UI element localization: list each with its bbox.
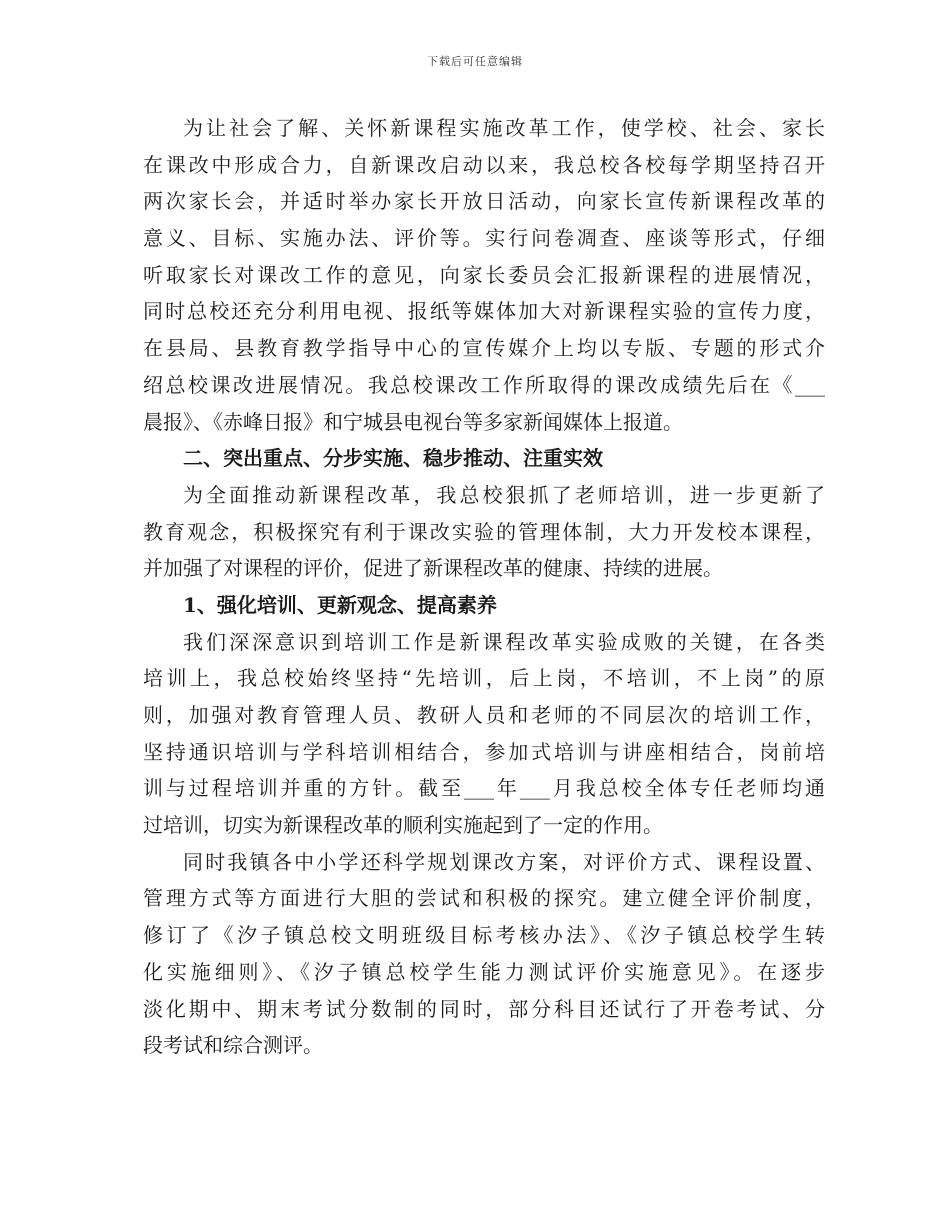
paragraph-line: 并加强了对课程的评价，促进了新课程改革的健康、持续的进展。 xyxy=(143,556,723,581)
paragraph-line: 绍总校课改进展情况。我总校课改工作所取得的课改成绩先后在《___ xyxy=(143,372,825,397)
paragraph-line: 意义、目标、实施办法、评价等。实行问卷凋查、座谈等形式，仔细 xyxy=(143,226,825,251)
paragraph-line: 则，加强对教育管理人员、教研人员和老师的不同层次的培训工作， xyxy=(143,703,825,727)
paragraph-line: 在县局、县教育教学指导中心的宣传媒介上均以专版、专题的形式介 xyxy=(143,336,825,361)
paragraph-line: 两次家长会，并适时举办家长开放日活动，向家长宣传新课程改革的 xyxy=(143,189,825,214)
paragraph-line: 同时总校还充分利用电视、报纸等媒体加大对新课程实验的宣传力度， xyxy=(143,299,825,324)
document-body xyxy=(143,110,825,1064)
paragraph-line: 为全面推动新课程改革，我总校狠抓了老师培训，进一步更新了 xyxy=(183,482,825,507)
subsection-heading: 1、强化培训、更新观念、提高素养 xyxy=(183,592,497,617)
paragraph-line: 为让社会了解、关怀新课程实施改革工作，使学校、社会、家长 xyxy=(183,116,825,140)
paragraph-line: 训与过程培训并重的方针。截至___年___月我总校全体专任老师均通 xyxy=(143,776,825,801)
paragraph-line: 听取家长对课改工作的意见，向家长委员会汇报新课程的进展情况， xyxy=(143,262,825,287)
paragraph-line: 管理方式等方面进行大胆的尝试和积极的探究。建立健全评价制度， xyxy=(143,886,825,911)
paragraph-line: 在课改中形成合力，自新课改启动以来，我总校各校每学期坚持召开 xyxy=(143,152,825,177)
paragraph-line: 段考试和综合测评。 xyxy=(143,1033,323,1058)
paragraph-line: 晨报》、《赤峰日报》和宁城县电视台等多家新闻媒体上报道。 xyxy=(143,409,683,434)
paragraph-line: 我们深深意识到培训工作是新课程改革实验成败的关键，在各类 xyxy=(183,629,825,654)
page-header: 下载后可任意编辑 xyxy=(427,55,523,68)
paragraph-line: 培训上，我总校始终坚持“先培训，后上岗，不培训，不上岗”的原 xyxy=(143,666,825,691)
section-heading: 二、突出重点、分步实施、稳步推动、注重实效 xyxy=(183,446,603,471)
paragraph-line: 教育观念，积极探究有利于课改实验的管理体制，大力开发校本课程， xyxy=(143,519,825,544)
paragraph-line: 坚持通识培训与学科培训相结合，参加式培训与讲座相结合，岗前培 xyxy=(143,739,825,764)
paragraph-line: 修订了《汐子镇总校文明班级目标考核办法》、《汐子镇总校学生转 xyxy=(143,923,825,948)
paragraph-line: 化实施细则》、《汐子镇总校学生能力测试评价实施意见》。在逐步 xyxy=(143,959,825,984)
paragraph-line: 过培训，切实为新课程改革的顺利实施起到了一定的作用。 xyxy=(143,813,663,838)
paragraph-line: 同时我镇各中小学还科学规划课改方案，对评价方式、课程设置、 xyxy=(183,849,825,874)
paragraph-line: 淡化期中、期末考试分数制的同时，部分科目还试行了开卷考试、分 xyxy=(143,996,825,1021)
